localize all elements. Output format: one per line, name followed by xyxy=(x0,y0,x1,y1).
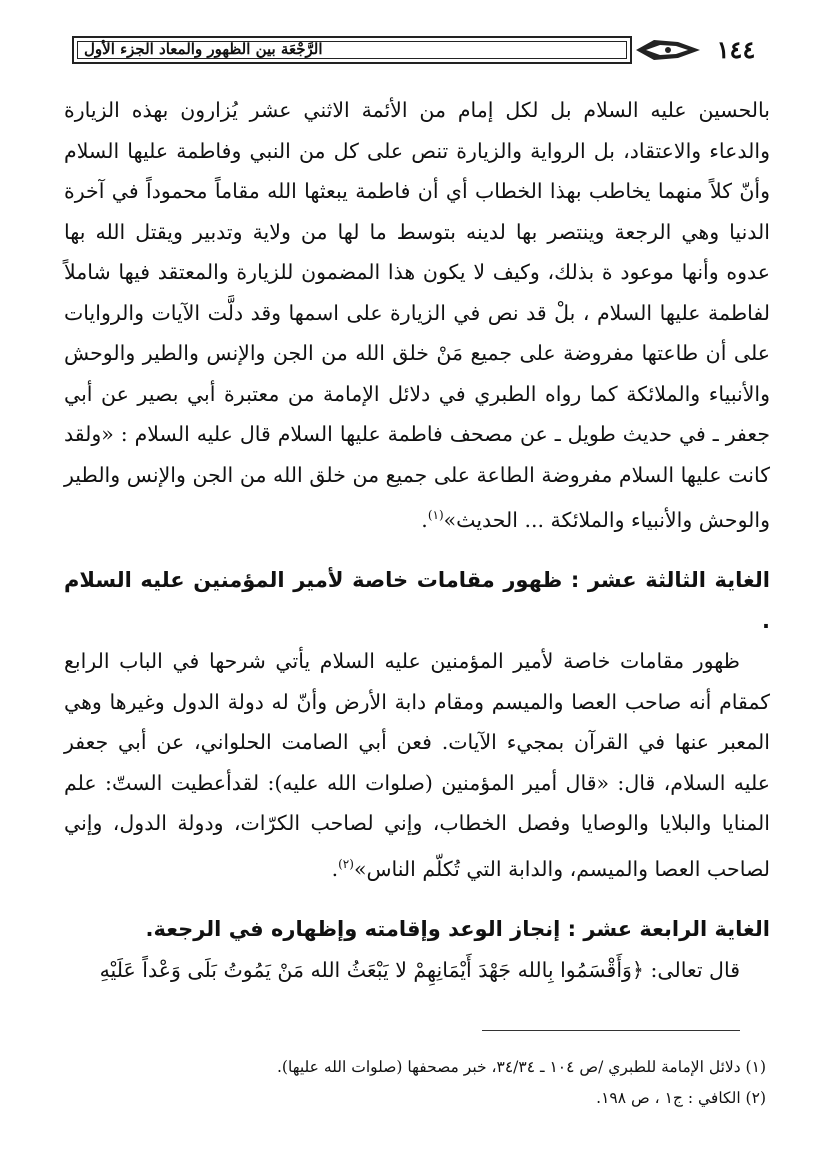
footnote: (١) دلائل الإمامة للطبري /ص ١٠٤ ـ ٣٤/٣٤، خبر مصحفها (صلوات الله عليها). xyxy=(277,1058,766,1076)
footnotes xyxy=(64,1052,766,1114)
running-header xyxy=(72,30,768,70)
footnote-ref: (١) xyxy=(427,508,444,522)
footnote: (٢) الكافي : ج١ ، ص ١٩٨. xyxy=(596,1089,766,1107)
spacer xyxy=(64,889,770,909)
footnote-divider xyxy=(482,1030,740,1031)
paragraph: قال تعالى: ﴿وَأَقْسَمُوا بِالله جَهْدَ أَيْمَانِهِمْ لا يَبْعَثُ الله مَنْ يَمُوتُ بَلَى وَعْداً عَلَيْهِ xyxy=(99,957,740,982)
main-text xyxy=(64,90,770,990)
paragraph: ظهور مقامات خاصة لأمير المؤمنين عليه السلام يأتي شرحها في الباب الرابع كمقام أنه صاحب العصا والميسم ومقام دابة الأرض وأنّ له دولة الدول وغيرها وهي المعبر عنها في القرآن بمجيء الآيات. فعن أبي الصامت الحلواني، عن أبي جعفر عليه السلام، قال: «قال أمير المؤمنين (صلوات الله عليه): لقدأعطيت الستّ: علم المنايا والبلايا والوصايا وفصل الخطاب، وإني لصاحب الكرّات، ودولة الدول، وإني لصاحب العصا والميسم، والدابة التي تُكلّم الناس»$^{(٢)}$. xyxy=(64,649,770,881)
running-title: الرَّجْعَة بين الظهور والمعاد الجزء الأول xyxy=(84,40,323,58)
page-number: ١٤٤ xyxy=(716,35,756,64)
section-heading: الغاية الثالثة عشر : ظهور مقامات خاصة لأمير المؤمنين عليه السلام . xyxy=(64,568,770,633)
header-title-frame xyxy=(72,36,632,64)
paragraph: بالحسين عليه السلام بل لكل إمام من الأئمة الاثني عشر يُزارون بهذه الزيارة والدعاء والاعتقاد، بل الرواية والزيارة تنص على كل من النبي وفاطمة عليها السلام وأنّ كلاً منهما يخاطب بهذا الخطاب أي أن فاطمة يبعثها الله مقاماً محموداً في آخرة الدنيا وهي الرجعة وينتصر بها لدينه بتوسط ما لها من ولاية وتدبير ويقتل الله بها عدوه وأنها موعود ة بذلك، وكيف لا يكون هذا المضمون للزيارة والمعتقد فيها شاملاً لفاطمة عليها السلام ، بلْ قد نص في الزيارة على اسمها وقد دلَّت الآيات والروايات على أن طاعتها مفروضة على جميع مَنْ خلق الله من الجن والإنس والطير والوحش والأنبياء والملائكة كما رواه الطبري في دلائل الإمامة من معتبرة أبي بصير عن أبي جعفر ـ في حديث طويل ـ عن مصحف فاطمة عليها السلام قال عليه السلام : «ولقد كانت عليها السلام مفروضة الطاعة على جميع من خلق الله من الجن والإنس والطير والوحش والأنبياء والملائكة ... الحديث»$^{(١)}$. xyxy=(64,98,770,532)
paragraph-text: بالحسين عليه السلام بل لكل إمام من الأئمة الاثني عشر يُزارون بهذه الزيارة والدعاء والاعتقاد، بل الرواية والزيارة تنص على كل من النبي وفاطمة عليها السلام وأنّ كلاً منهما يخاطب بهذا الخطاب أي أن فاطمة يبعثها الله مقاماً محموداً في آخرة الدنيا وهي الرجعة وينتصر بها لدينه بتوسط ما لها من ولاية وتدبير ويقتل الله بها عدوه وأنها موعود ة بذلك، وكيف لا يكون هذا المضمون للزيارة والمعتقد فيها شاملاً لفاطمة عليها السلام ، بلْ قد نص في الزيارة على اسمها وقد دلَّت الآيات والروايات على أن طاعتها مفروضة على جميع مَنْ خلق الله من الجن والإنس والطير والوحش والأنبياء والملائكة كما رواه الطبري في دلائل الإمامة من معتبرة أبي بصير عن أبي جعفر ـ في حديث طويل ـ عن مصحف فاطمة عليها السلام قال عليه السلام : «ولقد كانت عليها السلام مفروضة الطاعة على جميع من خلق الله من الجن والإنس والطير والوحش والأنبياء والملائكة ... الحديث» xyxy=(64,98,770,532)
spacer xyxy=(64,540,770,560)
footnote-ref: (٢) xyxy=(338,856,354,871)
paragraph-text: ظهور مقامات خاصة لأمير المؤمنين عليه السلام يأتي شرحها في الباب الرابع كمقام أنه صاحب العصا والميسم ومقام دابة الأرض وأنّ له دولة الدول وغيرها وهي المعبر عنها في القرآن بمجيء الآيات. فعن أبي الصامت الحلواني، عن أبي جعفر عليه السلام، قال: «قال أمير المؤمنين (صلوات الله عليه): لقدأعطيت الستّ: علم المنايا والبلايا والوصايا وفصل الخطاب، وإني لصاحب الكرّات، ودولة الدول، وإني لصاحب العصا والميسم، والدابة التي تُكلّم الناس» xyxy=(64,649,770,881)
header-ornament-icon xyxy=(634,34,702,66)
section-heading: الغاية الرابعة عشر : إنجاز الوعد وإقامته وإظهاره في الرجعة. xyxy=(145,917,770,942)
